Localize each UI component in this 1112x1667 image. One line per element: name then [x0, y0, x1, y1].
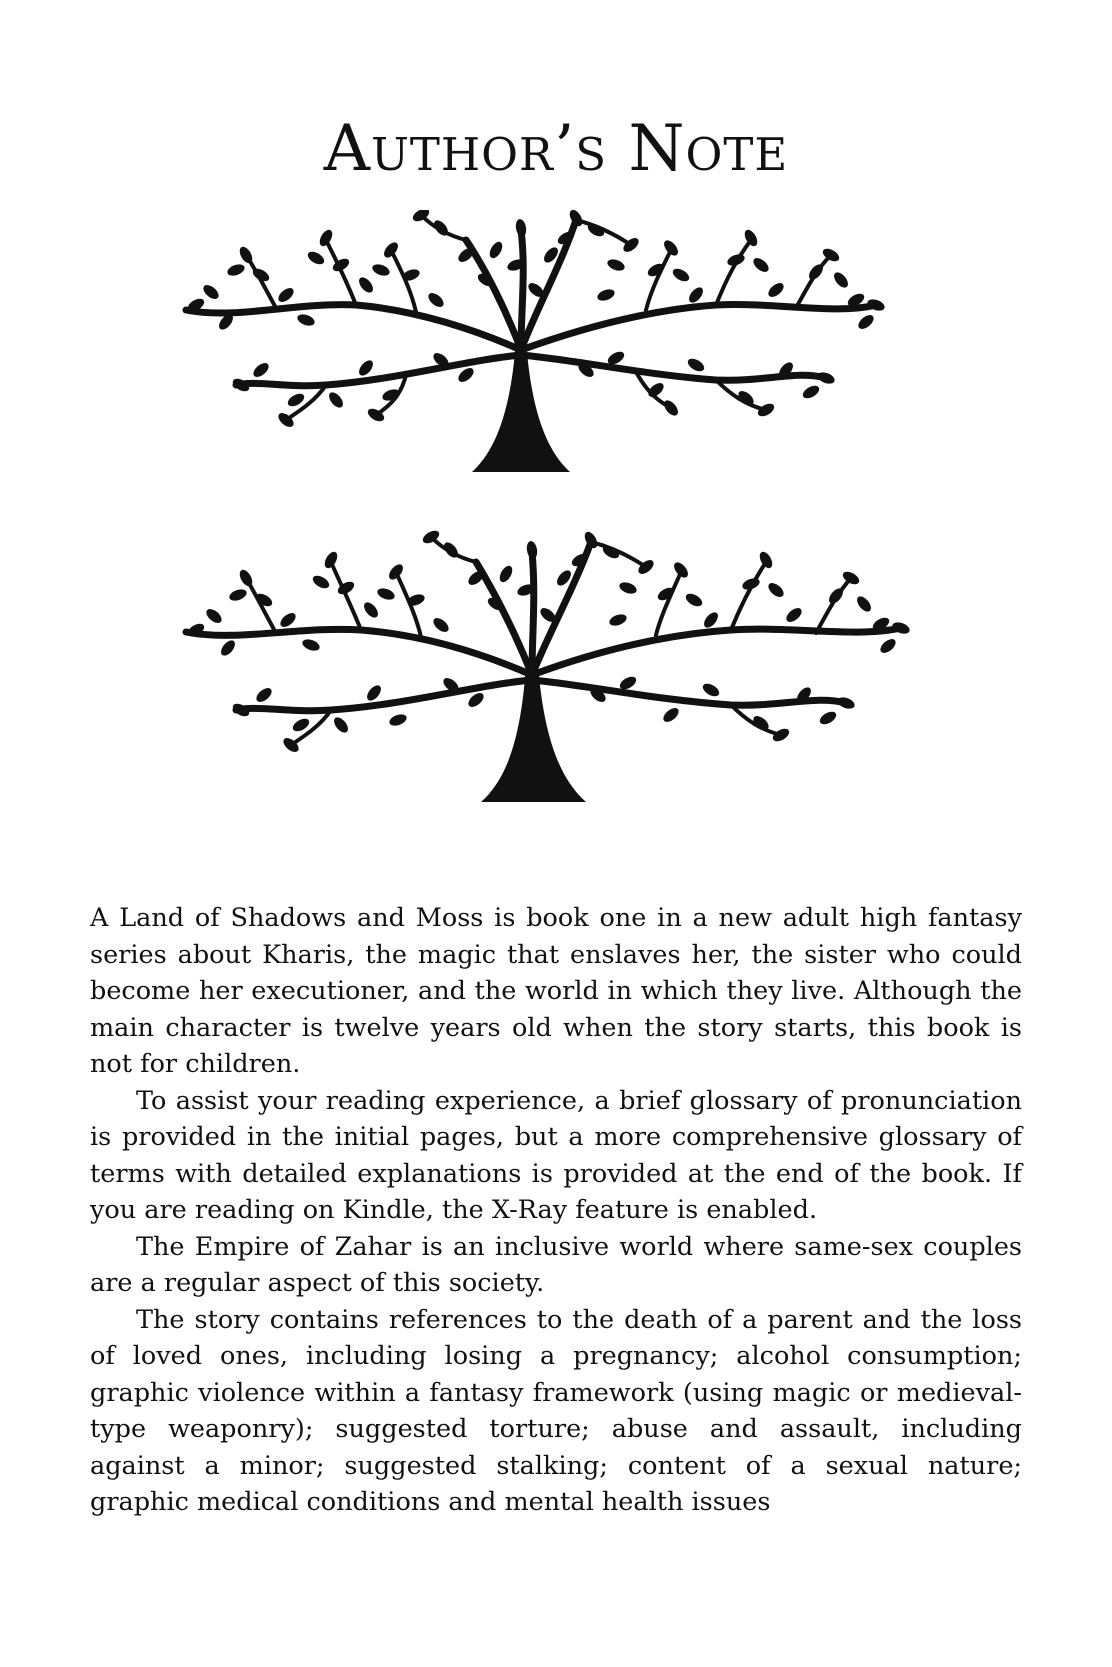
paragraph-intro: A Land of Shadows and Moss is book one in a new adult high fantasy series about Kharis, the magic that enslaves her, the sister who could become her executioner, and the world in which they live. Although the main character is twelve years old when the story starts, this book is not for children. — [90, 903, 1022, 1079]
paragraph-inclusive-world: The Empire of Zahar is an inclusive world where same-sex couples are a regular aspect of this society. — [90, 1231, 1022, 1298]
author-note-body — [90, 900, 1022, 1521]
tree-silhouette-icon — [176, 530, 956, 840]
paragraph-glossary: To assist your reading experience, a brief glossary of pronunciation is provided in the initial pages, but a more comprehensive glossary of terms with detailed explanations is provided at the end of the book. If you are reading on Kindle, the X-Ray feature is enabled. — [90, 1085, 1022, 1225]
page-title: Author’s Note — [323, 112, 789, 186]
paragraph-content-warnings: The story contains references to the death of a parent and the loss of loved ones, including losing a pregnancy; alcohol consumption; graphic violence within a fantasy framework (using magic or medieval-type weaponry); suggested torture; abuse and assault, including against a minor; suggested stalking; content of a sexual nature; graphic medical conditions and mental health issues — [90, 1304, 1022, 1517]
tree-silhouette-icon — [176, 210, 936, 510]
